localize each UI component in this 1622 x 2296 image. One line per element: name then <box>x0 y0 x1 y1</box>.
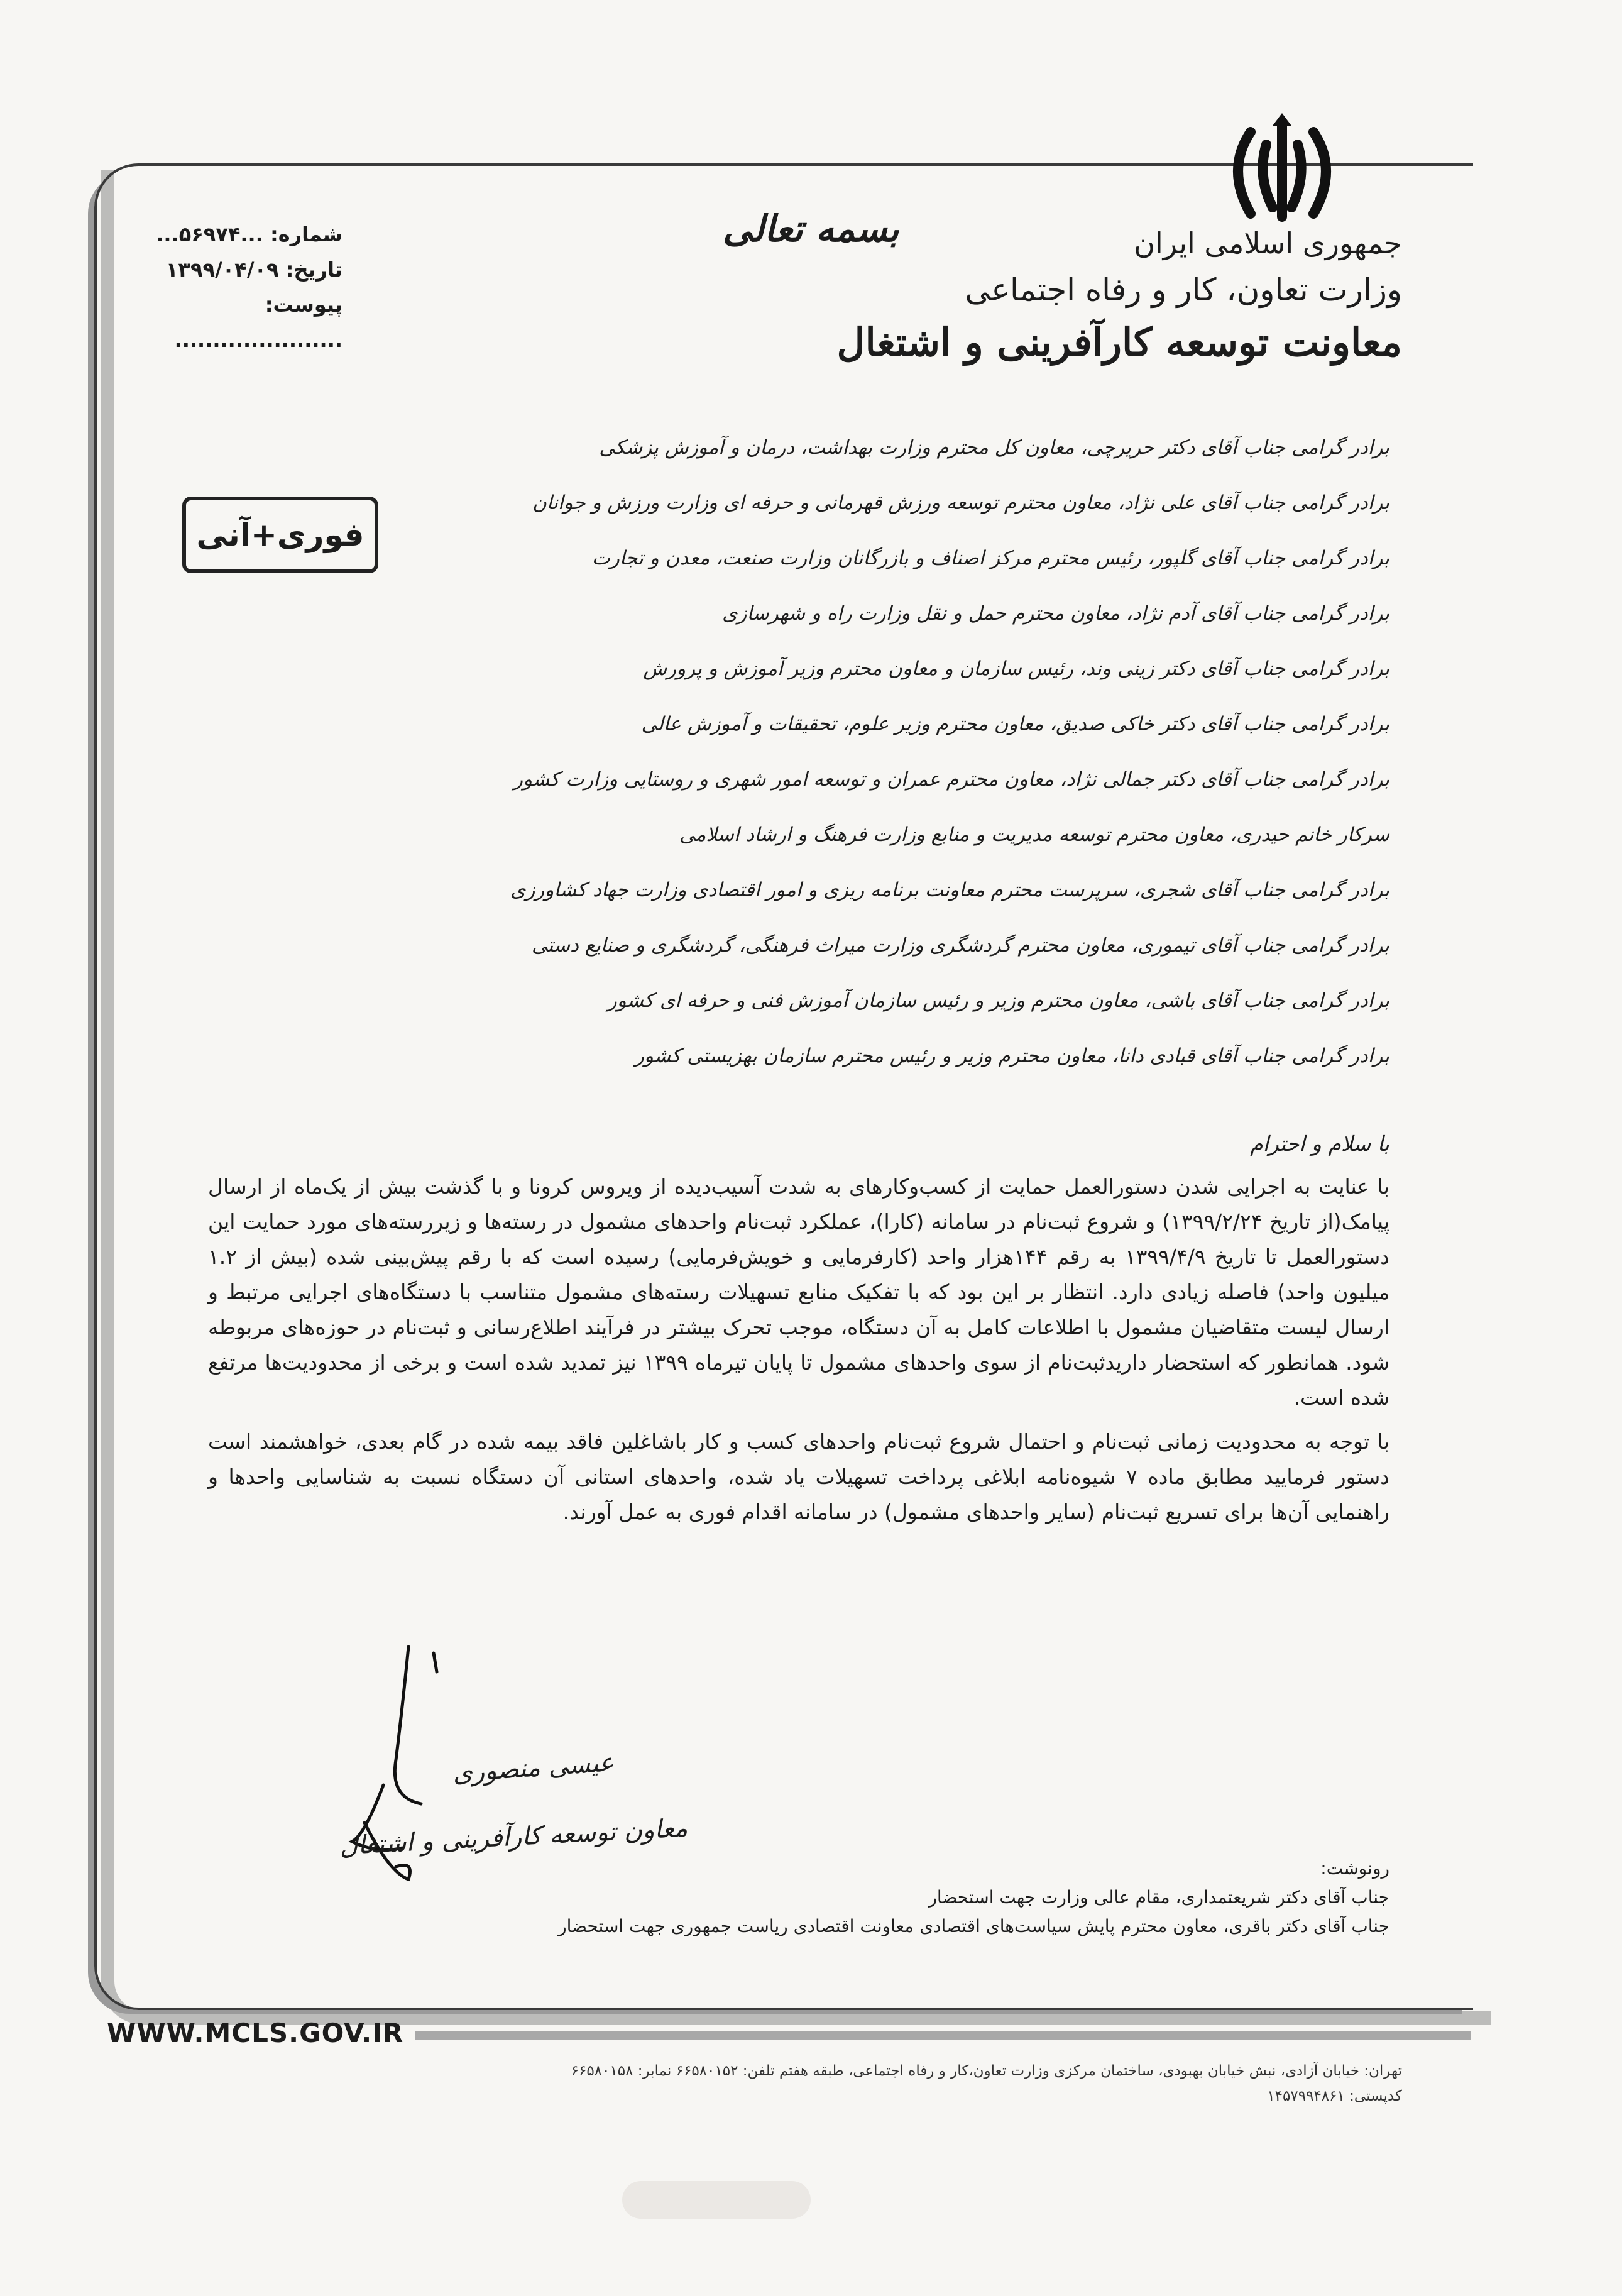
recipient-line: برادر گرامی جناب آقای دکتر حریرچی، معاون کل محترم وزارت بهداشت، درمان و آموزش پزشکی <box>599 436 1389 459</box>
country-name: جمهوری اسلامی ایران <box>1134 226 1402 260</box>
basmala: بسمه تعالی <box>723 207 899 250</box>
recipient-line: برادر گرامی جناب آقای گلپور، رئیس محترم مرکز اصناف و بازرگانان وزارت صنعت، معدن و تجارت <box>591 547 1389 569</box>
footer-divider <box>415 2031 1471 2040</box>
greeting: با سلام و احترام <box>1250 1131 1389 1156</box>
cc-label: رونوشت: <box>1320 1858 1389 1879</box>
website-link[interactable]: WWW.MCLS.GOV.IR <box>107 2018 404 2048</box>
recipient-line: برادر گرامی جناب آقای تیموری، معاون محترم گردشگری وزارت میراث فرهنگی، گردشگری و صنایع دستی <box>531 934 1389 957</box>
cc-line: جناب آقای دکتر باقری، معاون محترم پایش سیاست‌های اقتصادی معاونت اقتصادی ریاست جمهوری جهت استحضار <box>558 1916 1389 1936</box>
address-line: تهران: خیابان آزادی، نبش خیابان بهبودی، ساختمان مرکزی وزارت تعاون،کار و رفاه اجتماعی، طبقه هفتم تلفن: ۶۶۵۸۰۱۵۲ نمابر: ۶۶۵۸۰۱۵۸ <box>571 2063 1402 2079</box>
cc-line: جناب آقای دکتر شریعتمداری، مقام عالی وزارت جهت استحضار <box>928 1887 1389 1908</box>
recipient-line: برادر گرامی جناب آقای آدم نژاد، معاون محترم حمل و نقل وزارت راه و شهرسازی <box>722 602 1389 625</box>
iran-emblem-icon <box>1213 107 1351 233</box>
date-label: تاریخ: <box>285 258 342 282</box>
attachment-value: ...................... <box>174 328 342 352</box>
urgency-stamp: فوری+آنی <box>182 497 378 573</box>
ministry-name: وزارت تعاون، کار و رفاه اجتماعی <box>965 272 1402 308</box>
recipient-line: برادر گرامی جناب آقای قبادی دانا، معاون محترم وزیر و رئیس محترم سازمان بهزیستی کشور <box>635 1045 1389 1067</box>
faded-stamp <box>622 2181 811 2219</box>
deputy-name: معاونت توسعه کارآفرینی و اشتغال <box>836 319 1402 365</box>
letter-meta <box>135 217 342 358</box>
ministry-header <box>836 226 1402 365</box>
recipient-line: سرکار خانم حیدری، معاون محترم توسعه مدیریت و منابع وزارت فرهنگ و ارشاد اسلامی <box>679 823 1389 846</box>
date-value: ۱۳۹۹/۰۴/۰۹ <box>165 258 279 282</box>
body-paragraph: با توجه به محدودیت زمانی ثبت‌نام و احتمال شروع ثبت‌نام واحدهای کسب و کار باشاغلین فاقد بیمه شده در گام بعدی، خواهشمند است دستور فرمایید مطابق ماده ۷ شیوه‌نامه ابلاغی پرداخت تسهیلات یاد شده، واحدهای استانی آن دستگاه نسبت به شناسایی واحدها و راهنمایی آن‌ها برای تسریع ثبت‌نام (سایر واحدهای مشمول) در سامانه اقدام فوری به عمل آورند. <box>208 1429 1389 1524</box>
recipient-list <box>510 420 1389 1084</box>
signatory-title: معاون توسعه کارآفرینی و اشتغال <box>339 1813 689 1861</box>
letter-body <box>208 1169 1389 1539</box>
body-paragraph: با عنایت به اجرایی شدن دستورالعمل حمایت از کسب‌وکارهای به شدت آسیب‌دیده از ویروس کرونا و با گذشت بیش از یک‌ماه از ارسال پیامک(از تاریخ ۱۳۹۹/۲/۲۴) و شروع ثبت‌نام در سامانه (کارا)، عملکرد ثبت‌نام واحدهای مشمول در رسته‌ها و زیررسته‌های مورد حمایت این دستورالعمل تا تاریخ ۱۳۹۹/۴/۹ به رقم ۱۴۴هزار واحد (کارفرمایی و خویش‌فرمایی) رسیده است که با رقم پیش‌بینی شده (بیش از ۱.۲ میلیون واحد) فاصله زیادی دارد. انتظار بر این بود که با تفکیک منابع تسهیلات رسته‌های مشمول متناسب با دستگاه‌های اجرایی مرتبط و ارسال لیست متقاضیان مشمول با اطلاعات کامل به آن دستگاه، موجب تحرک بیشتر در فرآیند اطلاع‌رسانی و ثبت‌نام در حوزه‌های مربوطه شود. همانطور که استحضار دارید‌ثبت‌نام از سوی واحدهای مشمول تا پایان تیرماه ۱۳۹۹ نیز تمدید شده است و برخی از محدودیت‌ها مرتفع شده است. <box>208 1174 1390 1410</box>
number-value: ...۵۶۹۷۴... <box>156 222 263 246</box>
carbon-copy <box>195 1854 1389 1941</box>
attachment-label: پیوست: <box>265 293 342 317</box>
recipient-line: برادر گرامی جناب آقای دکتر خاکی صدیق، معاون محترم وزیر علوم، تحقیقات و آموزش عالی <box>641 713 1389 735</box>
recipient-line: برادر گرامی جناب آقای دکتر جمالی نژاد، معاون محترم عمران و توسعه امور شهری و روستایی وزارت کشور <box>513 768 1389 791</box>
footer-address <box>397 2058 1402 2109</box>
postal-code: کدپستی: ۱۴۵۷۹۹۴۸۶۱ <box>1267 2088 1402 2104</box>
recipient-line: برادر گرامی جناب آقای شجری، سرپرست محترم معاونت برنامه ریزی و امور اقتصادی وزارت جهاد کشاورزی <box>510 879 1389 901</box>
signatory-name: عیسی منصوری <box>451 1748 615 1788</box>
recipient-line: برادر گرامی جناب آقای دکتر زینی وند، رئیس سازمان و معاون محترم وزیر آموزش و پرورش <box>643 657 1389 680</box>
recipient-line: برادر گرامی جناب آقای باشی، معاون محترم وزیر و رئیس سازمان آموزش فنی و حرفه ای کشور <box>607 989 1389 1012</box>
recipient-line: برادر گرامی جناب آقای علی نژاد، معاون محترم توسعه ورزش قهرمانی و حرفه ای وزارت ورزش و جوانان <box>532 492 1389 514</box>
number-label: شماره: <box>270 222 342 246</box>
